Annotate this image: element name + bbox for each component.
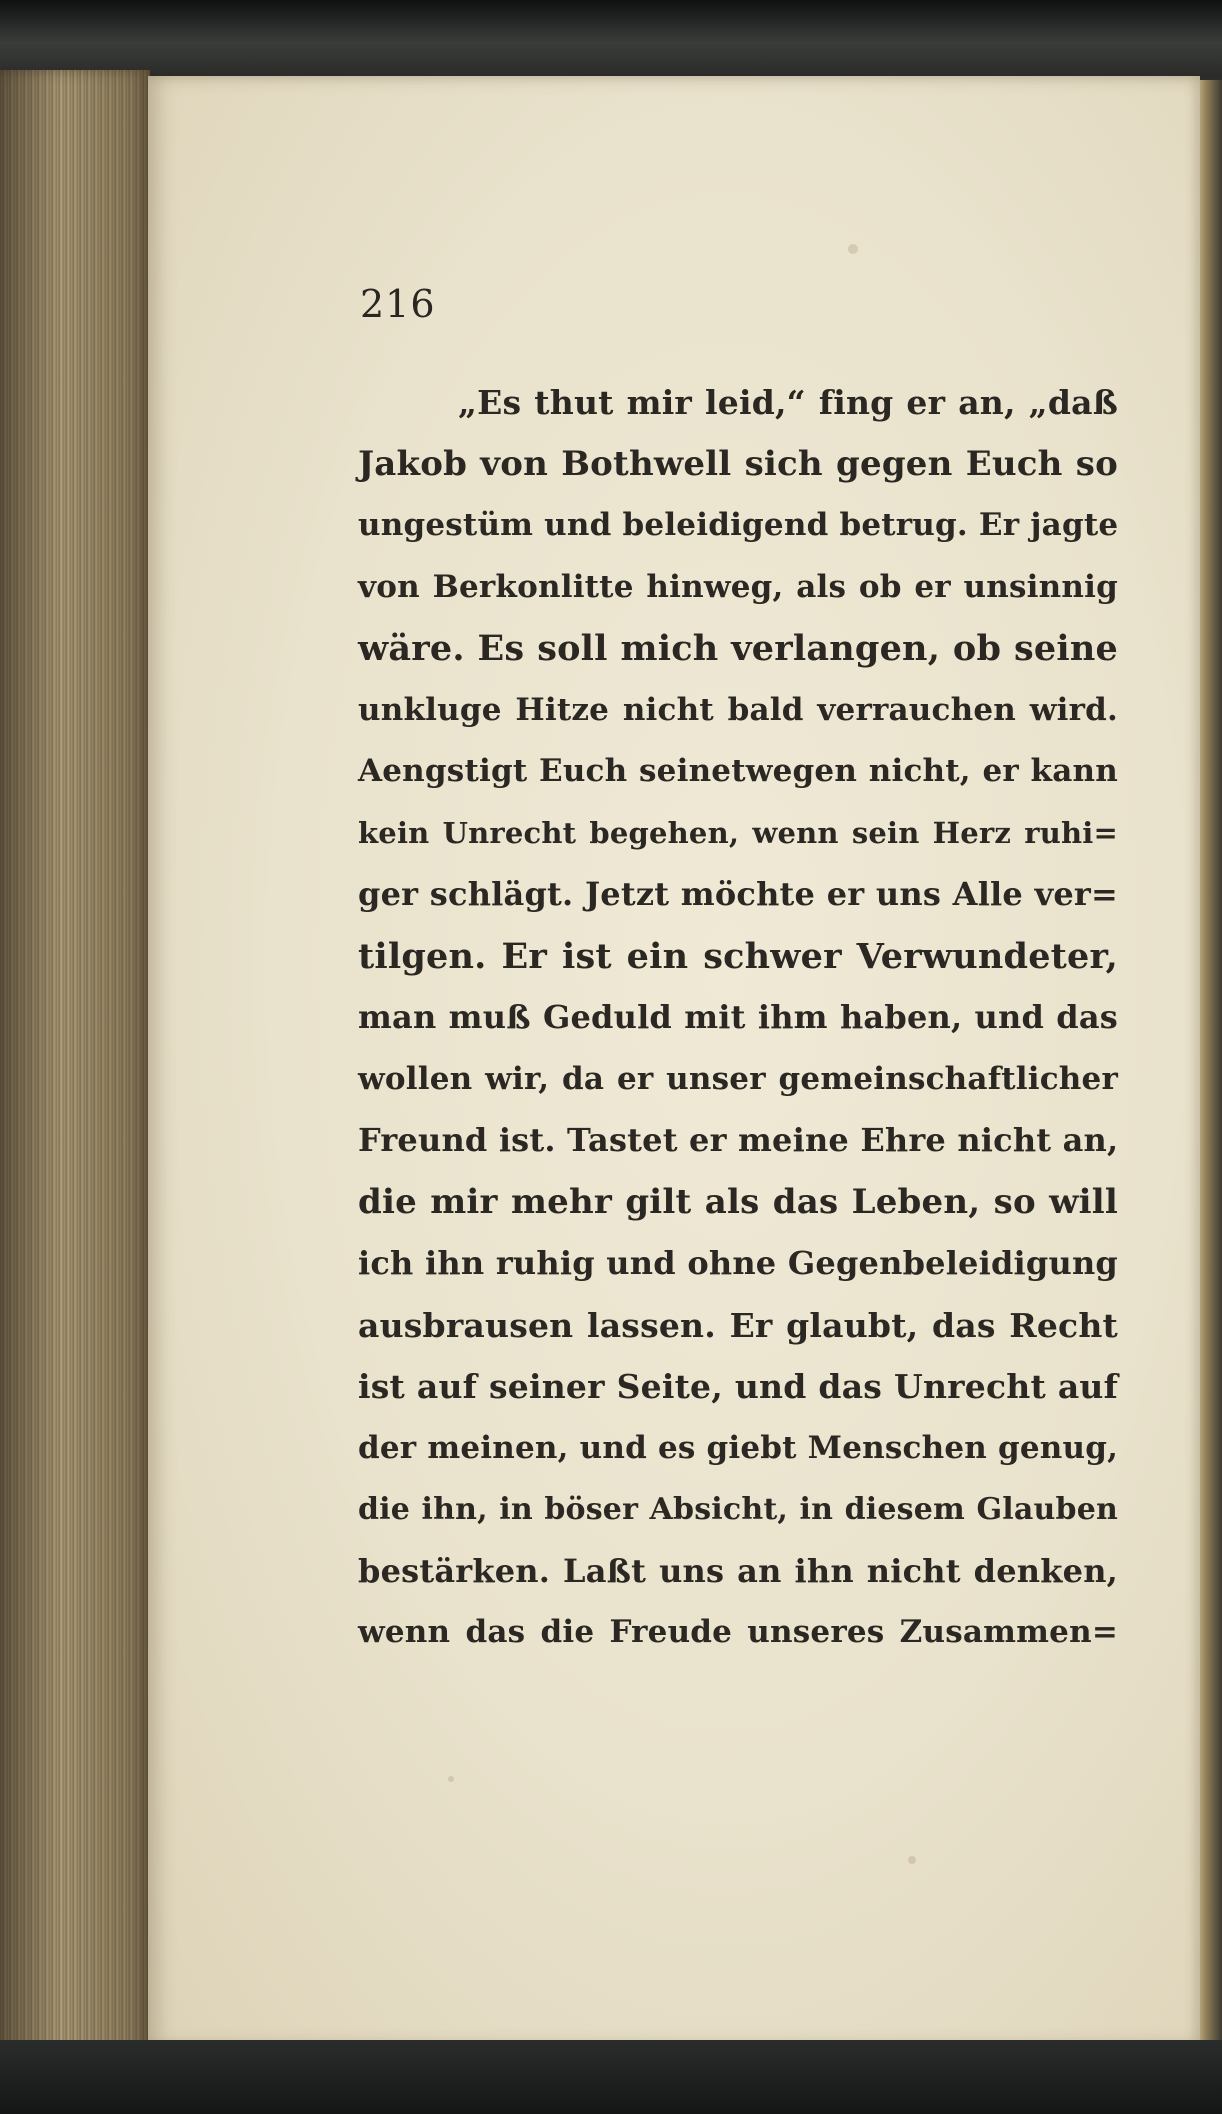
paper-spot (908, 1856, 916, 1864)
text-line: Aengstigt Euch seinetwegen nicht, er kann (358, 753, 1118, 789)
text-line: wäre. Es soll mich verlangen, ob seine (358, 628, 1118, 669)
text-line: der meinen, und es giebt Menschen genug, (358, 1429, 1119, 1466)
page-number: 216 (360, 282, 436, 326)
scanner-top-edge (0, 0, 1222, 78)
page-edges-shadow (0, 70, 150, 2060)
text-line: Jakob von Bothwell sich gegen Euch so (358, 443, 1118, 484)
text-line: ausbrausen lassen. Er glaubt, das Recht (358, 1305, 1118, 1345)
text-line: man muß Geduld mit ihm haben, und das (358, 998, 1118, 1036)
text-line: „Es thut mir leid,“ fing er an, „daß (458, 383, 1118, 422)
scanner-bottom-edge (0, 2040, 1222, 2114)
text-line: ich ihn ruhig und ohne Gegenbeleidigung (358, 1244, 1118, 1282)
text-line: wollen wir, da er unser gemeinschaftlicher (358, 1060, 1118, 1097)
paper-spot (848, 244, 858, 254)
text-line: ger schlägt. Jetzt möchte er uns Alle ver= (358, 875, 1118, 913)
text-line: die ihn, in böser Absicht, in diesem Glauben (358, 1492, 1118, 1527)
paper-spot (448, 1776, 454, 1782)
text-line: wenn das die Freude unseres Zusammen= (358, 1614, 1118, 1650)
text-line: ist auf seiner Seite, und das Unrecht auf (358, 1367, 1118, 1406)
text-line: bestärken. Laßt uns an ihn nicht denken, (358, 1551, 1118, 1590)
text-line: tilgen. Er ist ein schwer Verwundeter, (358, 935, 1118, 977)
text-line: von Berkonlitte hinweg, als ob er unsinnig (358, 568, 1118, 605)
text-line: ungestüm und beleidigend betrug. Er jagte (358, 507, 1119, 543)
body-text (358, 372, 1118, 1664)
text-line: Freund ist. Tastet er meine Ehre nicht an, (358, 1121, 1119, 1159)
text-line: kein Unrecht begehen, wenn sein Herz ruhi= (358, 815, 1118, 850)
text-line: unkluge Hitze nicht bald verrauchen wird. (358, 691, 1118, 728)
text-line: die mir mehr gilt als das Leben, so will (358, 1181, 1118, 1222)
